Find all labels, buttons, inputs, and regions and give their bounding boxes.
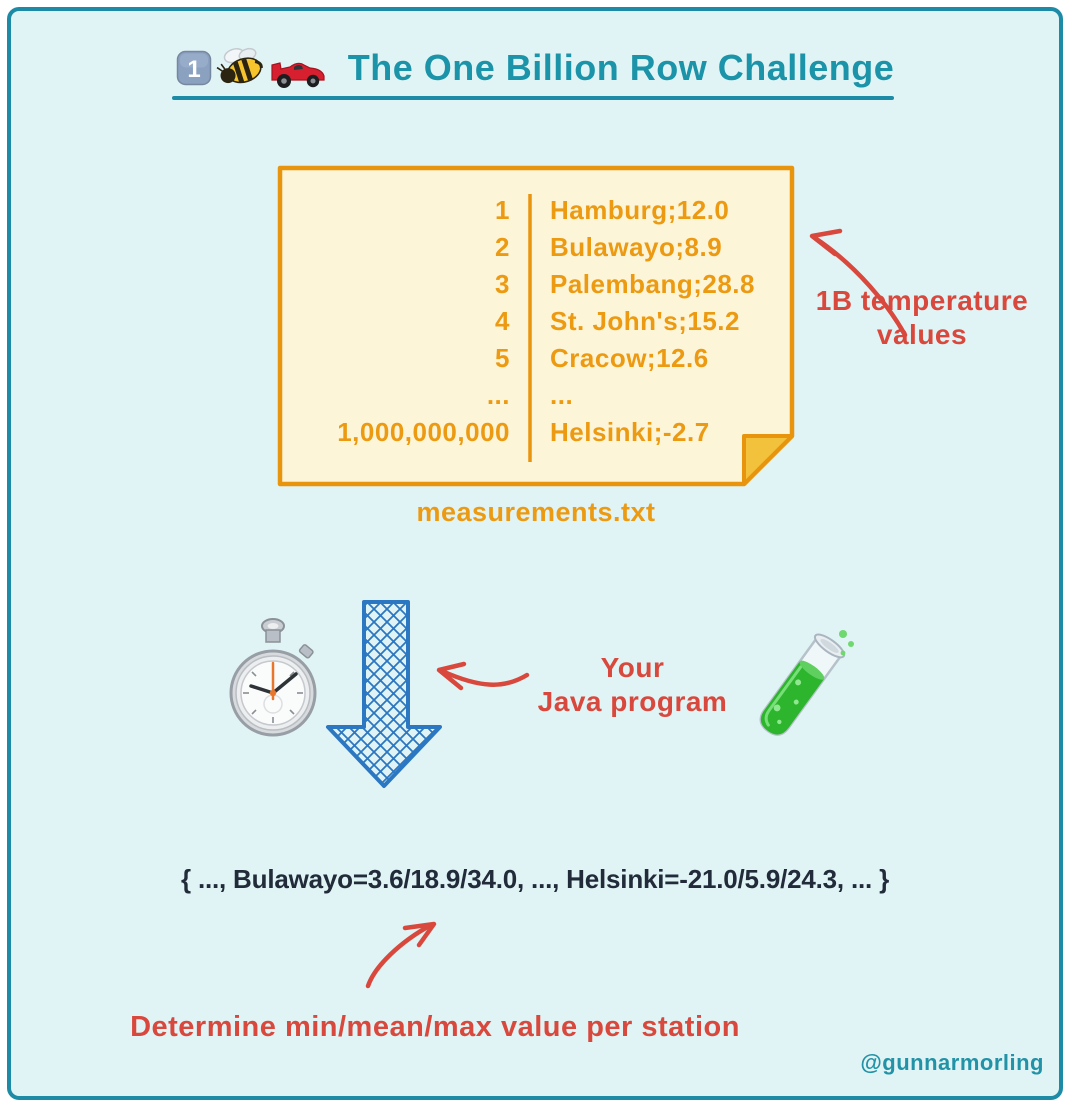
- result-line: { ..., Bulawayo=3.6/18.9/34.0, ..., Helsinki=-21.0/5.9/24.3, ... }: [181, 864, 889, 894]
- file-row: [276, 377, 796, 414]
- measurements-file-card: [276, 164, 796, 488]
- keycap-1-icon: [176, 50, 212, 86]
- row-value: Hamburg;12.0: [550, 195, 730, 225]
- java-program-line1: Your: [600, 652, 665, 683]
- stopwatch-icon: [226, 616, 322, 740]
- temp-values-label: [808, 284, 1036, 352]
- row-value: Cracow;12.6: [550, 343, 709, 373]
- file-rows: [276, 192, 796, 451]
- row-value: St. John's;15.2: [550, 306, 740, 336]
- file-row: [276, 229, 796, 266]
- line-number: 5: [495, 343, 510, 373]
- file-row: [276, 266, 796, 303]
- line-number: 3: [495, 269, 510, 299]
- determine-label: Determine min/mean/max value per station: [130, 1011, 740, 1043]
- file-row: [276, 414, 796, 451]
- credit-handle: @gunnarmorling: [860, 1050, 1044, 1075]
- page-title: The One Billion Row Challenge: [347, 47, 895, 88]
- file-row: [276, 340, 796, 377]
- file-row: [276, 192, 796, 229]
- line-number: 4: [495, 306, 510, 336]
- java-program-label: [520, 651, 745, 719]
- filename-label: measurements.txt: [416, 497, 656, 527]
- line-number: 2: [495, 232, 510, 262]
- line-number: 1: [495, 195, 510, 225]
- java-program-line2: Java program: [537, 686, 728, 717]
- svg-text:1: 1: [187, 56, 201, 83]
- temp-values-line1: 1B temperature: [815, 285, 1029, 316]
- title-bar: [0, 40, 1070, 96]
- title-underline: [172, 96, 894, 100]
- row-value: Palembang;28.8: [550, 269, 755, 299]
- bee-icon: [214, 40, 270, 96]
- line-number: ...: [486, 380, 510, 410]
- file-row: [276, 303, 796, 340]
- row-value: Helsinki;-2.7: [550, 417, 710, 447]
- temp-values-line2: values: [876, 319, 968, 350]
- row-value: Bulawayo;8.9: [550, 232, 723, 262]
- red-arrow-icon: [355, 918, 450, 993]
- racing-car-icon: [270, 55, 326, 91]
- row-value: ...: [550, 380, 574, 410]
- down-arrow-icon: [322, 596, 446, 794]
- line-number: 1,000,000,000: [337, 417, 510, 447]
- test-tube-icon: [744, 628, 856, 750]
